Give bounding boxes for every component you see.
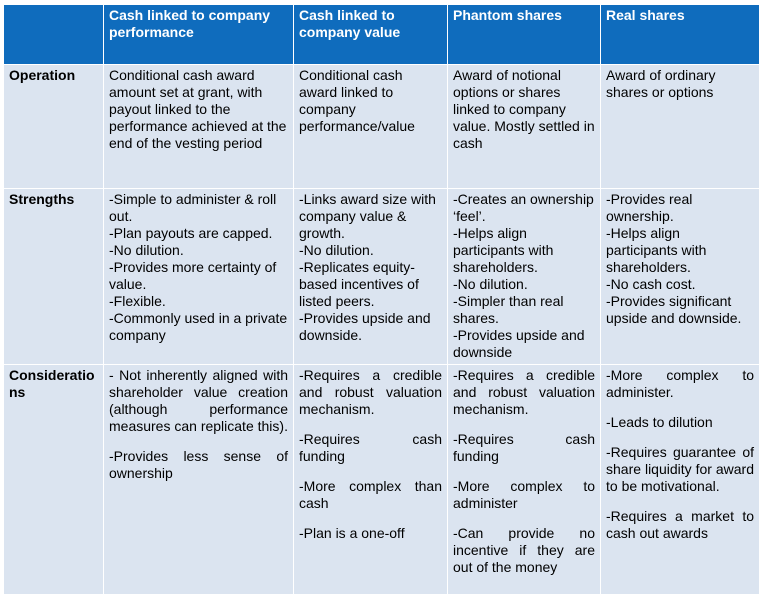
list-item: -Requires guarantee of share liquidity for award to be motivational.: [606, 444, 754, 494]
cell-strengths-cash-performance: [104, 189, 294, 365]
cell-operation-cash-value: [294, 65, 448, 189]
cell-text: Award of ordinary shares or options: [606, 67, 716, 100]
list-item: -No cash cost.: [606, 276, 696, 292]
list-item: -No dilution.: [299, 242, 374, 258]
list-item: - Not inherently aligned with shareholder value creation (although performance measures can replicate this).: [109, 367, 288, 434]
list-item: -More complex than cash: [299, 478, 442, 511]
cell-operation-cash-performance: [104, 65, 294, 189]
header-corner: [4, 5, 104, 65]
list-item: -Provides more certainty of value.: [109, 259, 277, 292]
list-item: -Provides upside and downside: [453, 327, 585, 360]
list-item: -Provides significant upside and downside.: [606, 293, 742, 326]
table-row-strengths: [4, 189, 760, 365]
cell-strengths-real-shares: [601, 189, 760, 365]
list-item: -Simple to administer & roll out.: [109, 191, 277, 224]
list-item: -Links award size with company value & growth.: [299, 191, 436, 241]
list-item: -Can provide no incentive if they are out of the money: [453, 525, 595, 575]
list-item: -More complex to administer: [453, 478, 595, 511]
header-row: [4, 5, 760, 65]
cell-text: Award of notional options or shares linked to company value. Mostly settled in cash: [453, 67, 595, 151]
list-item: -Requires a credible and robust valuation mechanism.: [299, 367, 442, 417]
row-label-strengths: Strengths: [4, 189, 104, 365]
list-item: -Helps align participants with shareholders.: [606, 225, 707, 275]
list-item: -Plan is a one-off: [299, 525, 405, 541]
list-item: -Helps align participants with shareholders.: [453, 225, 554, 275]
list-item: -Creates an ownership ‘feel’.: [453, 191, 594, 224]
cell-considerations-cash-value: [294, 365, 448, 595]
list-item: -Requires a market to cash out awards: [606, 508, 754, 541]
list-item: -No dilution.: [109, 242, 184, 258]
cell-considerations-phantom-shares: [448, 365, 601, 595]
list-item: -Commonly used in a private company: [109, 310, 288, 343]
cell-strengths-cash-value: [294, 189, 448, 365]
row-label-operation: Operation: [4, 65, 104, 189]
list-item: -More complex to administer.: [606, 367, 754, 400]
list-item: -Plan payouts are capped.: [109, 225, 273, 241]
header-phantom-shares: Phantom shares: [448, 5, 601, 65]
list-item: -Provides real ownership.: [606, 191, 693, 224]
table-row-operation: [4, 65, 760, 189]
cell-operation-real-shares: [601, 65, 760, 189]
list-item: -Flexible.: [109, 293, 166, 309]
header-real-shares: Real shares: [601, 5, 760, 65]
header-cash-value: Cash linked to company value: [294, 5, 448, 65]
list-item: -Requires cash funding: [299, 431, 442, 464]
row-label-considerations: Considerations: [4, 365, 104, 595]
comparison-table: [3, 4, 760, 595]
list-item: -Requires a credible and robust valuation mechanism.: [453, 367, 595, 417]
table-row-considerations: [4, 365, 760, 595]
cell-operation-phantom-shares: [448, 65, 601, 189]
list-item: -Provides less sense of ownership: [109, 448, 288, 481]
header-cash-performance: Cash linked to company performance: [104, 5, 294, 65]
cell-text: Conditional cash award amount set at grant, with payout linked to the performance achieved at the end of the vesting period: [109, 67, 287, 151]
list-item: -No dilution.: [453, 276, 528, 292]
list-item: -Replicates equity-based incentives of listed peers.: [299, 259, 419, 309]
list-item: -Simpler than real shares.: [453, 293, 564, 326]
cell-text: Conditional cash award linked to company performance/value: [299, 67, 415, 134]
cell-considerations-real-shares: [601, 365, 760, 595]
list-item: -Provides upside and downside.: [299, 310, 431, 343]
cell-considerations-cash-performance: [104, 365, 294, 595]
list-item: -Requires cash funding: [453, 431, 595, 464]
cell-strengths-phantom-shares: [448, 189, 601, 365]
list-item: -Leads to dilution: [606, 414, 713, 430]
